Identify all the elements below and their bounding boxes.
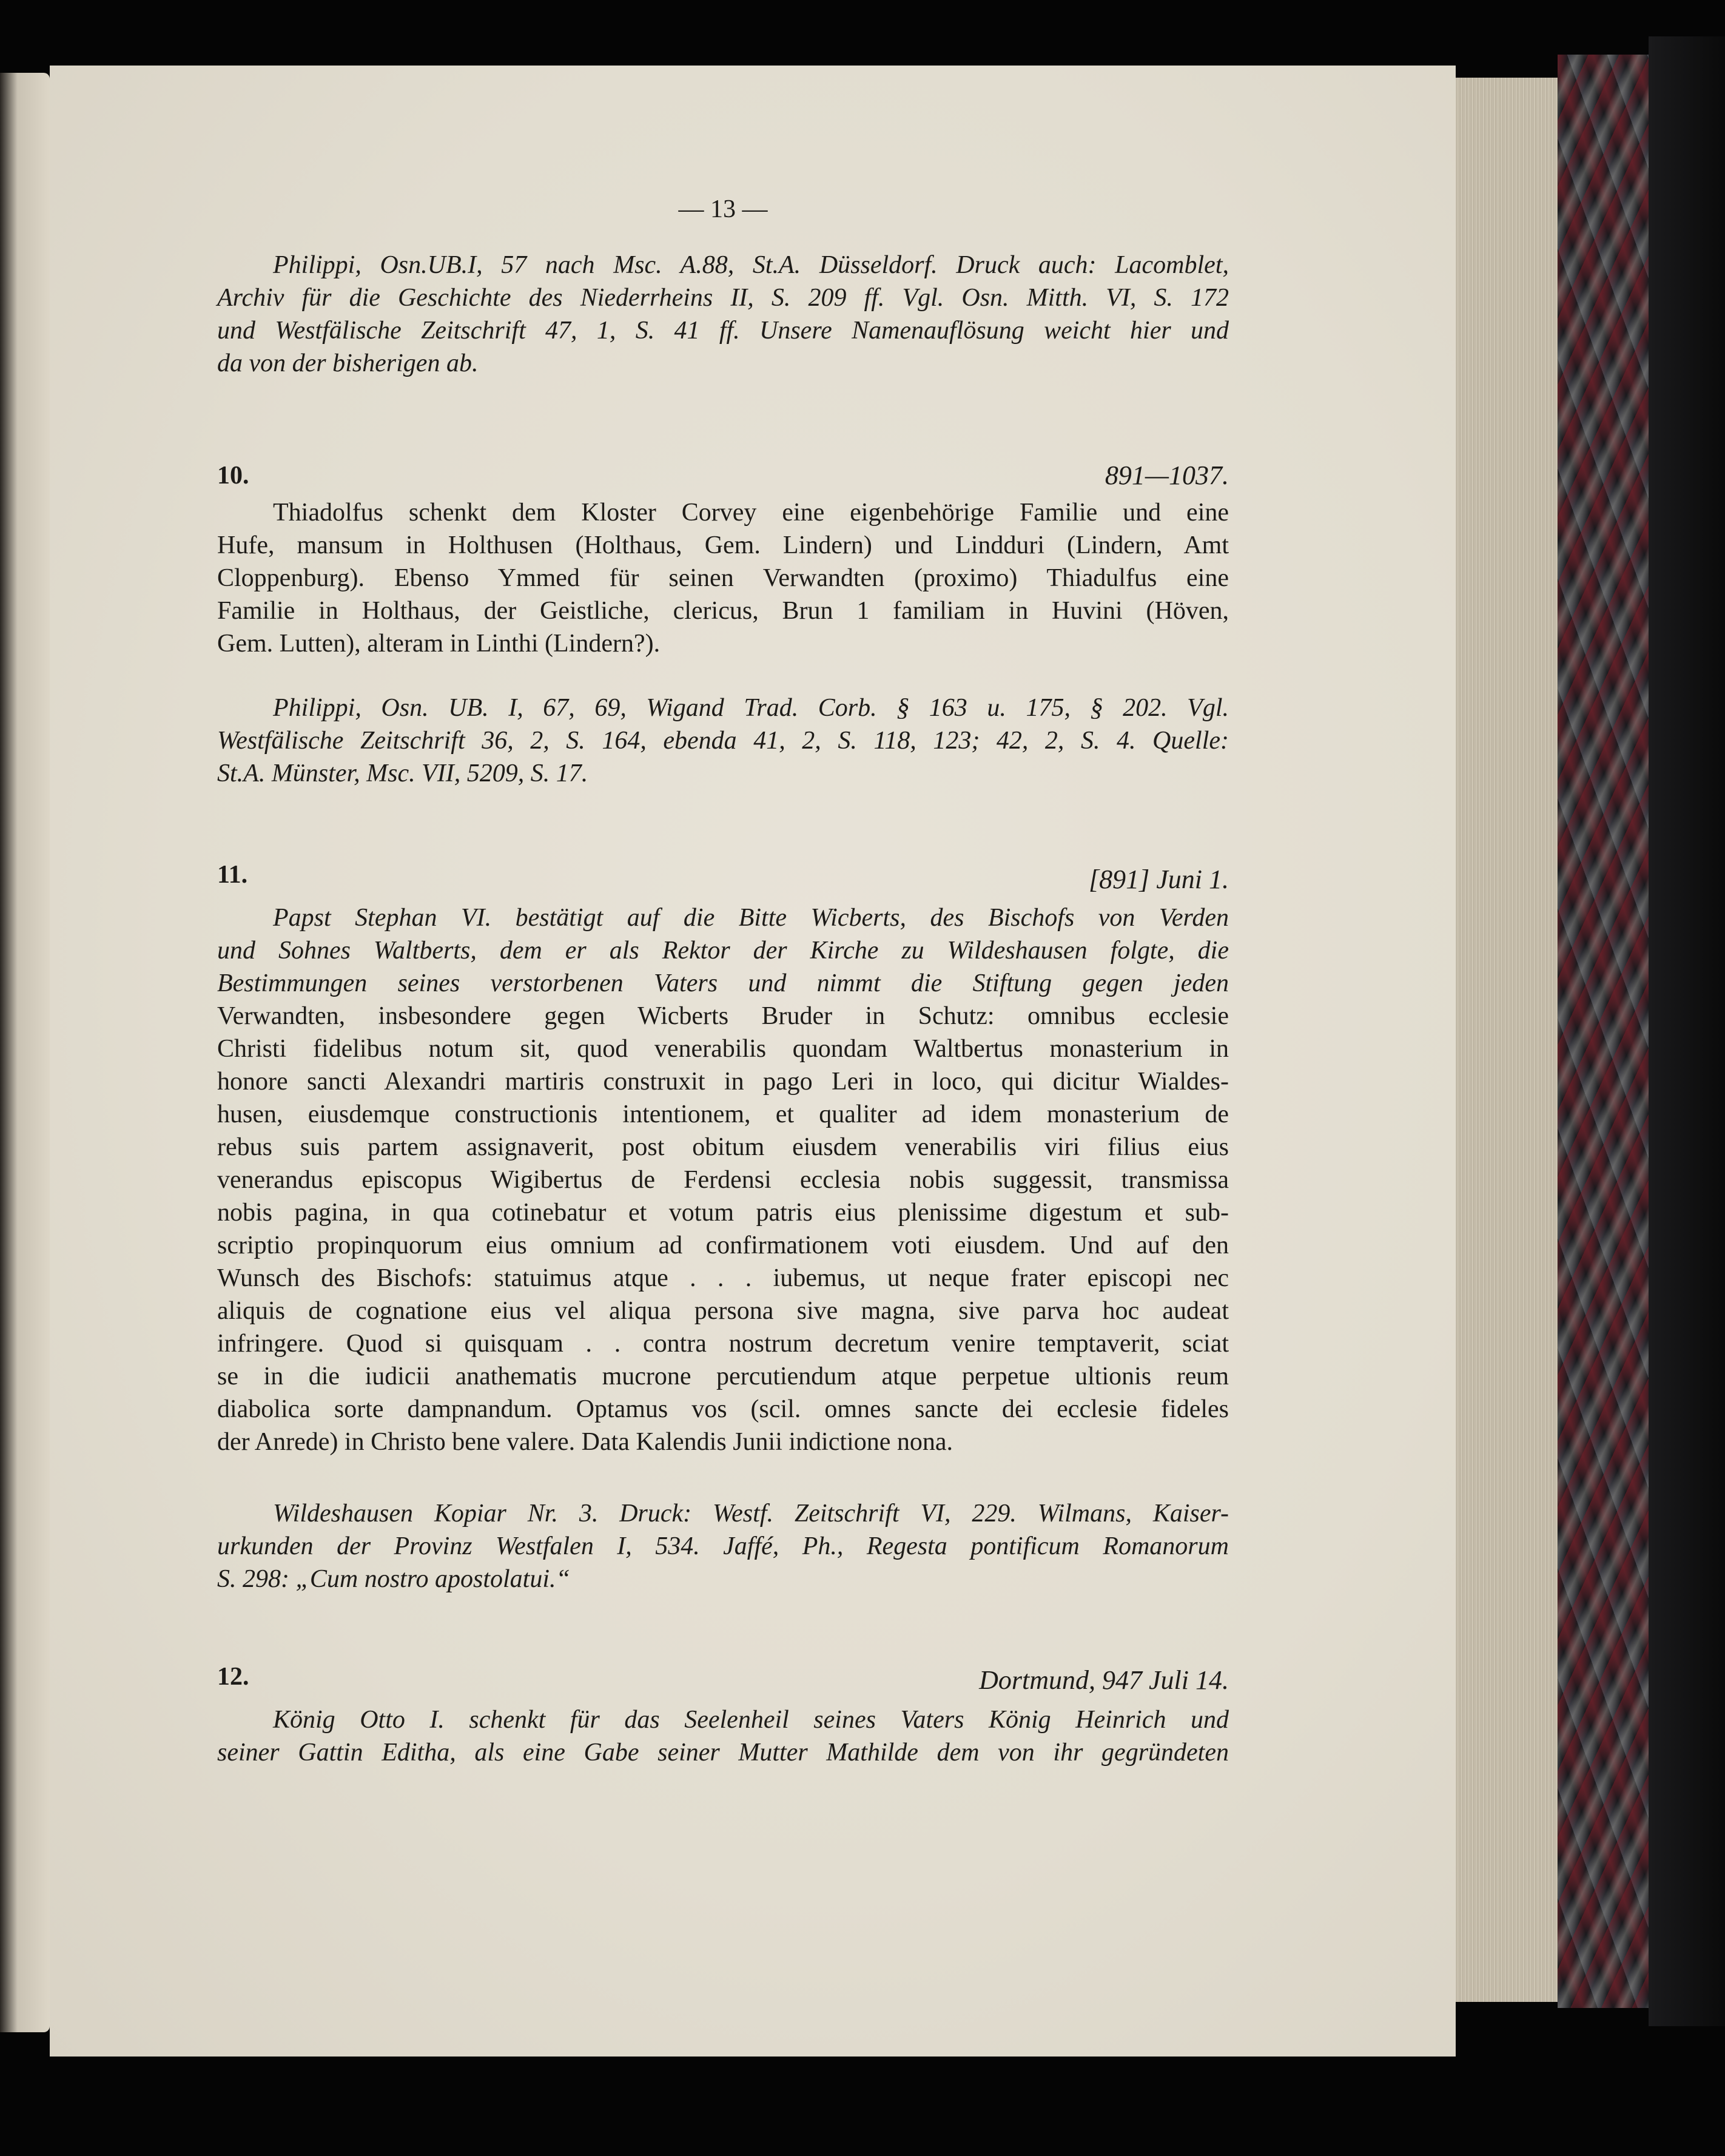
entry-body-line: aliquis de cognatione eius vel aliqua persona sive magna, sive parva hoc audeat [217,1297,1229,1325]
entry-body-line: Gem. Lutten), alteram in Linthi (Lindern?). [217,630,661,658]
entry-source-line: St.A. Münster, Msc. VII, 5209, S. 17. [217,760,588,787]
entry-source-line: S. 298: „Cum nostro apostolatui.“ [217,1565,570,1593]
entry-source-line: Wildeshausen Kopiar Nr. 3. Druck: Westf. Zeitschrift VI, 229. Wilmans, Kaiser- [273,1500,1229,1528]
intro-note-line: und Westfälische Zeitschrift 47, 1, S. 41 ff. Unsere Namenauflösung weicht hier und [217,317,1229,345]
entry-body-line: Thiadolfus schenkt dem Kloster Corvey eine eigenbehörige Familie und eine [273,499,1229,527]
entry-body-line: seiner Gattin Editha, als eine Gabe seiner Mutter Mathilde dem von ihr gegründeten [217,1739,1229,1767]
intro-note-line: Philippi, Osn.UB.I, 57 nach Msc. A.88, St.A. Düsseldorf. Druck auch: Lacomblet, [273,251,1229,279]
entry-body-line: Christi fidelibus notum sit, quod venerabilis quondam Waltbertus monasterium in [217,1035,1229,1063]
entry-body-line: und Sohnes Waltberts, dem er als Rektor der Kirche zu Wildeshausen folgte, die [217,937,1229,965]
entry-number: 12. [217,1663,249,1691]
entry-date: Dortmund, 947 Juli 14. [979,1665,1229,1695]
entry-body-line: König Otto I. schenkt für das Seelenheil seines Vaters König Heinrich und [273,1706,1229,1734]
entry-body-line: Bestimmungen seines verstorbenen Vaters und nimmt die Stiftung gegen jeden [217,969,1229,997]
entry-date: [891] Juni 1. [1089,864,1229,894]
entry-body-line: husen, eiusdemque constructionis intentionem, et qualiter ad idem monasterium de [217,1100,1229,1128]
entry-body-line: Hufe, mansum in Holthusen (Holthaus, Gem. Lindern) und Lindduri (Lindern, Amt [217,531,1229,559]
book-cover [1649,36,1725,2026]
entry-date: 891—1037. [1105,460,1229,490]
entry-number: 11. [217,861,248,889]
entry-body-line: der Anrede) in Christo bene valere. Data Kalendis Junii indictione nona. [217,1428,953,1456]
entry-body-line: Familie in Holthaus, der Geistliche, clericus, Brun 1 familiam in Huvini (Höven, [217,597,1229,625]
entry-body-line: Papst Stephan VI. bestätigt auf die Bitte Wicberts, des Bischofs von Verden [273,904,1229,932]
page-number: — 13 — [678,195,768,223]
entry-number: 10. [217,462,249,490]
entry-body-line: scriptio propinquorum eius omnium ad confirmationem voti eiusdem. Und auf den [217,1231,1229,1259]
entry-body-line: rebus suis partem assignaverit, post obitum eiusdem venerabilis viri filius eius [217,1133,1229,1161]
intro-note-line: Archiv für die Geschichte des Niederrheins II, S. 209 ff. Vgl. Osn. Mitth. VI, S. 172 [217,284,1229,312]
page-block-edges [1456,78,1558,2002]
entry-source-line: urkunden der Provinz Westfalen I, 534. Jaffé, Ph., Regesta pontificum Romanorum [217,1532,1229,1560]
entry-source-line: Westfälische Zeitschrift 36, 2, S. 164, ebenda 41, 2, S. 118, 123; 42, 2, S. 4. Quelle: [217,727,1229,755]
left-page-edge [0,73,50,2032]
marbled-board [1558,55,1649,2008]
entry-body-line: infringere. Quod si quisquam . . contra nostrum decretum venire temptaverit, sciat [217,1330,1229,1358]
entry-body-line: Cloppenburg). Ebenso Ymmed für seinen Verwandten (proximo) Thiadulfus eine [217,564,1229,592]
entry-body-line: honore sancti Alexandri martiris construxit in pago Leri in loco, qui dicitur Wialdes- [217,1068,1229,1096]
intro-note-line: da von der bisherigen ab. [217,349,479,377]
entry-body-line: nobis pagina, in qua cotinebatur et votum patris eius plenissime digestum et sub- [217,1199,1229,1227]
entry-body-line: venerandus episcopus Wigibertus de Ferdensi ecclesia nobis suggessit, transmissa [217,1166,1229,1194]
entry-body-line: se in die iudicii anathematis mucrone percutiendum atque perpetue ultionis reum [217,1363,1229,1390]
entry-body-line: diabolica sorte dampnandum. Optamus vos (scil. omnes sancte dei ecclesie fideles [217,1395,1229,1423]
entry-body-line: Verwandten, insbesondere gegen Wicberts Bruder in Schutz: omnibus ecclesie [217,1002,1229,1030]
entry-body-line: Wunsch des Bischofs: statuimus atque . . . iubemus, ut neque frater episcopi nec [217,1264,1229,1292]
entry-source-line: Philippi, Osn. UB. I, 67, 69, Wigand Trad. Corb. § 163 u. 175, § 202. Vgl. [273,694,1229,722]
